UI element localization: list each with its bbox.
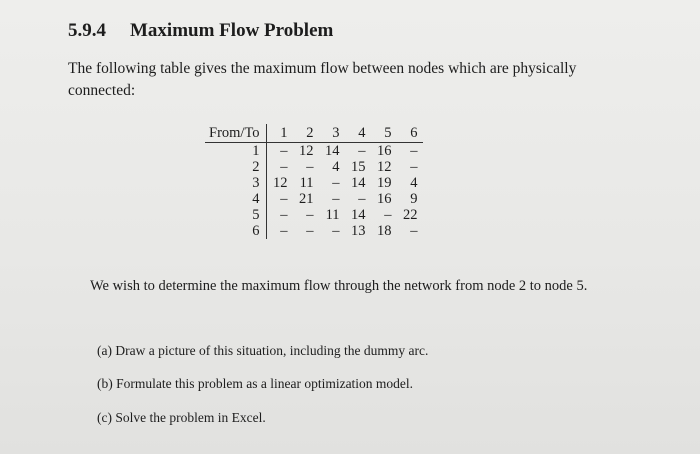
table-cell: 21 [299, 191, 314, 207]
column-header: 4 [345, 124, 371, 143]
table-cell: – [280, 223, 288, 239]
table-cell: 12 [299, 143, 314, 159]
intro-paragraph: The following table gives the maximum flow between nodes which are physically connected: [68, 60, 577, 99]
column-header: 3 [319, 124, 345, 143]
table-cell: – [358, 143, 366, 159]
table-cell: – [280, 191, 288, 207]
section-heading [68, 20, 333, 42]
table-cell: 9 [410, 191, 418, 207]
part-a-text: (a) Draw a picture of this situation, including the dummy arc. [97, 343, 429, 358]
table-cell: – [384, 207, 392, 223]
row-header: 6 [205, 223, 266, 239]
part-b-text: (b) Formulate this problem as a linear optimization model. [97, 376, 414, 391]
table-cell: – [306, 159, 314, 175]
table-cell: – [280, 207, 288, 223]
column-header: 2 [293, 124, 319, 143]
column-header: 1 [266, 124, 293, 143]
table-cell: 4 [332, 159, 340, 175]
table-cell: 22 [403, 207, 418, 223]
table-cell: – [306, 207, 314, 223]
table-cell: – [280, 159, 288, 175]
section-number: 5.9.4 [68, 20, 106, 41]
table-cell: 12 [273, 175, 288, 191]
problem-statement: We wish to determine the maximum flow through the network from node 2 to node 5. [90, 278, 588, 294]
table-cell: – [332, 191, 340, 207]
table-cell: 13 [351, 223, 366, 239]
row-header: 3 [205, 175, 266, 191]
table-row [205, 143, 423, 160]
row-header: 2 [205, 159, 266, 175]
table-row [205, 191, 423, 207]
table-cell: 14 [325, 143, 340, 159]
row-header: 1 [205, 143, 266, 160]
row-header: 4 [205, 191, 266, 207]
table-row [205, 223, 423, 239]
table-row [205, 207, 423, 223]
table-cell: – [410, 159, 418, 175]
table-cell: – [410, 223, 418, 239]
table-cell: 14 [351, 207, 366, 223]
table-cell: 4 [410, 175, 418, 191]
row-header: 5 [205, 207, 266, 223]
table-cell: 16 [377, 191, 392, 207]
table-cell: 15 [351, 159, 366, 175]
table-cell: – [410, 143, 418, 159]
table-cell: – [306, 223, 314, 239]
max-flow-table [205, 124, 423, 239]
table-row [205, 159, 423, 175]
section-title: Maximum Flow Problem [130, 20, 334, 41]
table-cell: – [332, 223, 340, 239]
column-header: 6 [397, 124, 423, 143]
table-cell: 11 [325, 207, 340, 223]
table-cell: – [332, 175, 340, 191]
column-header: 5 [371, 124, 397, 143]
corner-label: From/To [205, 124, 266, 143]
table-cell: 16 [377, 143, 392, 159]
table-cell: 18 [377, 223, 392, 239]
table-header-row [205, 124, 423, 143]
table-cell: 14 [351, 175, 366, 191]
part-c-text: (c) Solve the problem in Excel. [97, 410, 266, 425]
table-cell: 19 [377, 175, 392, 191]
table-cell: – [280, 143, 288, 159]
table-cell: 11 [299, 175, 314, 191]
table-row [205, 175, 423, 191]
table-cell: – [358, 191, 366, 207]
table-cell: 12 [377, 159, 392, 175]
